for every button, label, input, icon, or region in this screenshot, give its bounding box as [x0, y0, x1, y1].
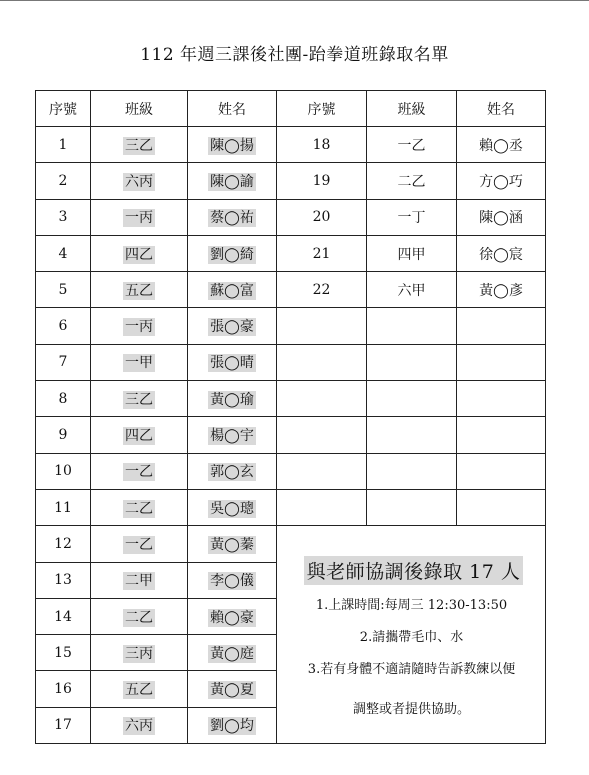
- student-name: 黃◯蓁: [210, 536, 254, 553]
- serial-number-cell: 17: [36, 707, 91, 743]
- class-label: 一乙: [125, 536, 153, 553]
- student-name-cell: [188, 381, 277, 417]
- class-label-cell: [91, 489, 188, 525]
- student-name-cell: 賴◯丞: [457, 127, 546, 163]
- table-row: [36, 344, 546, 380]
- student-name-cell: [188, 526, 277, 562]
- class-label-cell: [91, 707, 188, 743]
- class-label-cell: [91, 417, 188, 453]
- empty-cell: [367, 453, 457, 489]
- student-name: 張◯豪: [210, 319, 254, 336]
- student-name-cell: [188, 235, 277, 271]
- class-label: 二乙: [125, 609, 153, 626]
- class-label-cell: [91, 163, 188, 199]
- student-name-cell: [188, 127, 277, 163]
- student-name: 劉◯綺: [210, 246, 254, 263]
- class-label-cell: [91, 235, 188, 271]
- student-name-cell: [188, 308, 277, 344]
- empty-cell: [457, 417, 546, 453]
- class-label-cell: [91, 562, 188, 598]
- header-class-left: 班級: [91, 91, 188, 127]
- class-label-cell: [91, 635, 188, 671]
- note-line-2: 2.請攜帶毛巾、水: [359, 629, 464, 645]
- table-row: [36, 235, 546, 271]
- class-label: 四乙: [125, 428, 153, 445]
- notes-cell: [277, 526, 546, 744]
- note-line-1: 1.上課時間:每周三 12:30-13:50: [315, 597, 508, 613]
- class-label: 六丙: [125, 718, 153, 735]
- note-line-3: 3.若有身體不適請隨時告訴教練以便: [307, 661, 516, 677]
- class-label-cell: [91, 598, 188, 634]
- class-label: 五乙: [125, 682, 153, 699]
- student-name: 蘇◯富: [210, 282, 254, 299]
- class-label: 三乙: [125, 137, 153, 154]
- class-label: 一丙: [125, 210, 153, 227]
- table-row: [36, 526, 546, 562]
- empty-cell: [277, 489, 367, 525]
- student-name: 吳◯璁: [210, 500, 254, 517]
- table-row: [36, 199, 546, 235]
- class-label: 三丙: [125, 645, 153, 662]
- class-label: 一甲: [125, 355, 153, 372]
- class-label-cell: 一乙: [367, 127, 457, 163]
- empty-cell: [277, 308, 367, 344]
- empty-cell: [457, 453, 546, 489]
- serial-number-cell: 5: [36, 272, 91, 308]
- page-title: 112 年週三課後社團-跆拳道班錄取名單: [140, 45, 449, 65]
- header-class-right: 班級: [367, 91, 457, 127]
- empty-cell: [457, 489, 546, 525]
- student-name: 陳◯揚: [210, 137, 254, 154]
- student-name: 劉◯均: [210, 718, 254, 735]
- student-name: 張◯晴: [210, 355, 254, 372]
- serial-number-cell: 7: [36, 344, 91, 380]
- header-no-left: 序號: [36, 91, 91, 127]
- empty-cell: [367, 308, 457, 344]
- student-name-cell: [188, 598, 277, 634]
- class-label: 六丙: [125, 173, 153, 190]
- student-name: 楊◯宇: [210, 428, 254, 445]
- serial-number-cell: 9: [36, 417, 91, 453]
- serial-number-cell: 2: [36, 163, 91, 199]
- student-name-cell: [188, 272, 277, 308]
- header-name-left: 姓名: [188, 91, 277, 127]
- serial-number-cell: 18: [277, 127, 367, 163]
- class-label-cell: 二乙: [367, 163, 457, 199]
- empty-cell: [457, 308, 546, 344]
- empty-cell: [277, 381, 367, 417]
- empty-cell: [367, 417, 457, 453]
- student-name-cell: [188, 344, 277, 380]
- empty-cell: [277, 344, 367, 380]
- serial-number-cell: 12: [36, 526, 91, 562]
- student-name: 郭◯玄: [210, 464, 254, 481]
- student-name-cell: 陳◯涵: [457, 199, 546, 235]
- student-name-cell: [188, 453, 277, 489]
- class-label-cell: [91, 671, 188, 707]
- student-name-cell: [188, 163, 277, 199]
- notes-box: [277, 551, 545, 719]
- serial-number-cell: 3: [36, 199, 91, 235]
- student-name: 黃◯庭: [210, 645, 254, 662]
- class-label-cell: [91, 453, 188, 489]
- class-label: 五乙: [125, 282, 153, 299]
- serial-number-cell: 4: [36, 235, 91, 271]
- table-row: [36, 489, 546, 525]
- student-name-cell: [188, 671, 277, 707]
- serial-number-cell: 22: [277, 272, 367, 308]
- student-name: 黃◯夏: [210, 682, 254, 699]
- table-row: [36, 163, 546, 199]
- class-label-cell: [91, 526, 188, 562]
- class-label-cell: 一丁: [367, 199, 457, 235]
- student-name-cell: [188, 199, 277, 235]
- student-name-cell: [188, 489, 277, 525]
- class-label-cell: [91, 272, 188, 308]
- student-name: 李◯儀: [210, 573, 254, 590]
- class-label-cell: [91, 381, 188, 417]
- serial-number-cell: 14: [36, 598, 91, 634]
- roster-table: [35, 90, 546, 744]
- student-name-cell: 徐◯宸: [457, 235, 546, 271]
- serial-number-cell: 21: [277, 235, 367, 271]
- serial-number-cell: 1: [36, 127, 91, 163]
- empty-cell: [277, 453, 367, 489]
- class-label: 四乙: [125, 246, 153, 263]
- table-row: [36, 417, 546, 453]
- student-name-cell: 方◯巧: [457, 163, 546, 199]
- empty-cell: [457, 381, 546, 417]
- serial-number-cell: 10: [36, 453, 91, 489]
- empty-cell: [457, 344, 546, 380]
- top-border-line: [0, 0, 589, 1]
- class-label: 二乙: [125, 500, 153, 517]
- note-line-4: 調整或者提供協助。: [352, 701, 470, 717]
- class-label-cell: [91, 199, 188, 235]
- admission-note-heading: 與老師協調後錄取 17 人: [304, 556, 524, 585]
- empty-cell: [367, 489, 457, 525]
- empty-cell: [277, 417, 367, 453]
- serial-number-cell: 16: [36, 671, 91, 707]
- student-name-cell: 黃◯彥: [457, 272, 546, 308]
- class-label-cell: [91, 344, 188, 380]
- header-row: [36, 91, 546, 127]
- empty-cell: [367, 344, 457, 380]
- class-label: 二甲: [125, 573, 153, 590]
- header-name-right: 姓名: [457, 91, 546, 127]
- class-label: 三乙: [125, 391, 153, 408]
- serial-number-cell: 8: [36, 381, 91, 417]
- table-row: [36, 381, 546, 417]
- table-row: [36, 453, 546, 489]
- student-name-cell: [188, 562, 277, 598]
- class-label-cell: 四甲: [367, 235, 457, 271]
- serial-number-cell: 6: [36, 308, 91, 344]
- header-no-right: 序號: [277, 91, 367, 127]
- student-name: 陳◯諭: [210, 173, 254, 190]
- student-name-cell: [188, 417, 277, 453]
- serial-number-cell: 19: [277, 163, 367, 199]
- serial-number-cell: 20: [277, 199, 367, 235]
- student-name: 黃◯瑜: [210, 391, 254, 408]
- serial-number-cell: 11: [36, 489, 91, 525]
- class-label-cell: [91, 308, 188, 344]
- class-label-cell: 六甲: [367, 272, 457, 308]
- empty-cell: [367, 381, 457, 417]
- student-name-cell: [188, 707, 277, 743]
- table-row: [36, 308, 546, 344]
- class-label: 一乙: [125, 464, 153, 481]
- serial-number-cell: 15: [36, 635, 91, 671]
- class-label: 一丙: [125, 319, 153, 336]
- student-name: 賴◯豪: [210, 609, 254, 626]
- class-label-cell: [91, 127, 188, 163]
- student-name: 蔡◯祐: [210, 210, 254, 227]
- table-row: [36, 272, 546, 308]
- serial-number-cell: 13: [36, 562, 91, 598]
- student-name-cell: [188, 635, 277, 671]
- table-row: [36, 127, 546, 163]
